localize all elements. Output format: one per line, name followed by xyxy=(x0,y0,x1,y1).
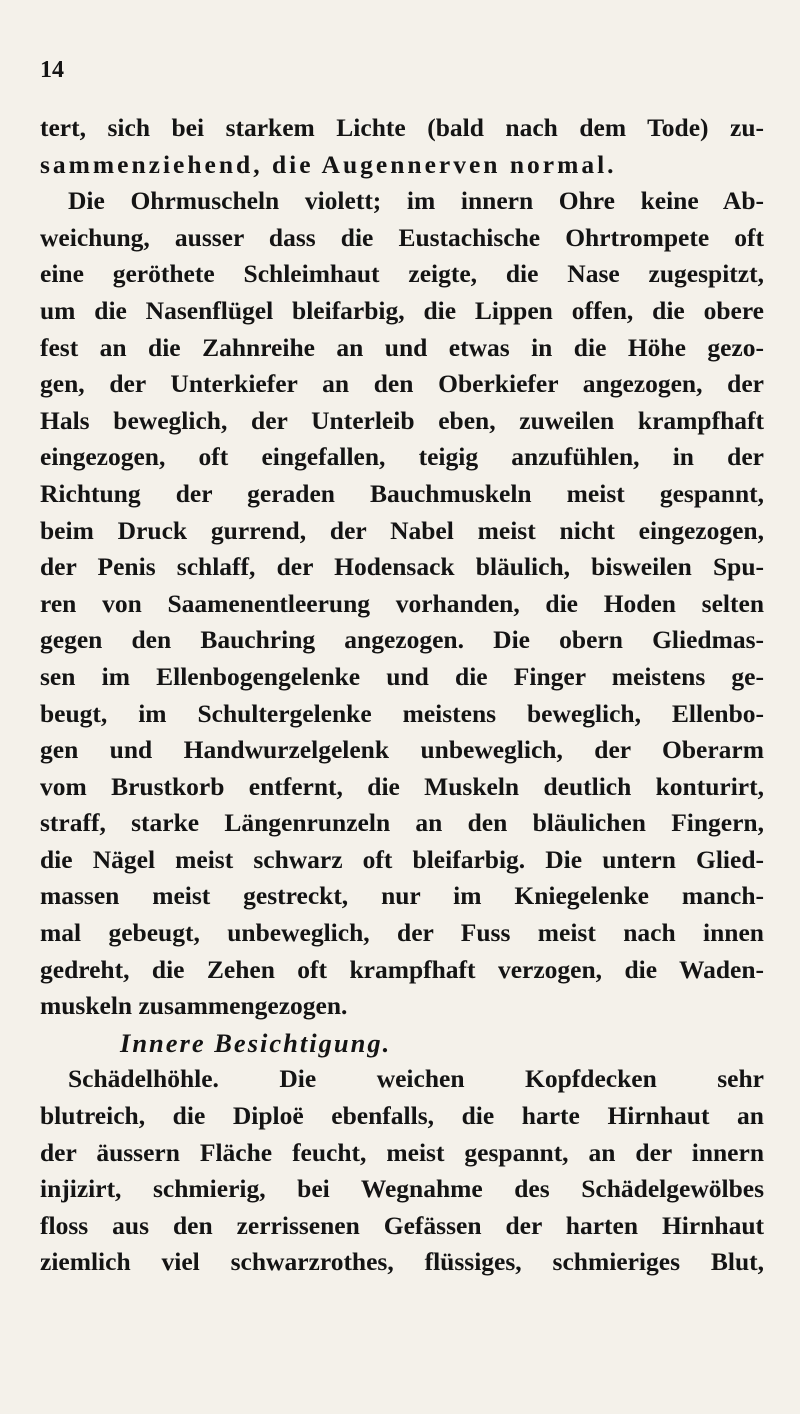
text-line: Schädelhöhle. Die weichen Kopfdecken sehr xyxy=(68,1064,764,1094)
text-line: weichung, ausser dass die Eustachische Ohrtrompete oft xyxy=(40,222,764,252)
text-line: um die Nasenflügel bleifarbig, die Lippen offen, die obere xyxy=(40,295,764,325)
text-line: eingezogen, oft eingefallen, teigig anzufühlen, in der xyxy=(40,442,764,472)
text-line: die Nägel meist schwarz oft bleifarbig. Die untern Glied- xyxy=(40,844,764,874)
text-line: beim Druck gurrend, der Nabel meist nicht eingezogen, xyxy=(40,515,764,545)
text-line: gen und Handwurzelgelenk unbeweglich, der Oberarm xyxy=(40,735,764,765)
page-number: 14 xyxy=(40,57,64,83)
text-line: der äussern Fläche feucht, meist gespannt, an der innern xyxy=(40,1137,764,1167)
text-line: eine geröthete Schleimhaut zeigte, die Nase zugespitzt, xyxy=(40,259,764,289)
text-line: injizirt, schmierig, bei Wegnahme des Schädelgewölbes xyxy=(40,1174,764,1204)
text-line: blutreich, die Diploë ebenfalls, die harte Hirnhaut an xyxy=(40,1101,764,1131)
text-line: der Penis schlaff, der Hodensack bläulich, bisweilen Spu- xyxy=(40,552,764,582)
text-line: fest an die Zahnreihe an und etwas in die Höhe gezo- xyxy=(40,332,764,362)
text-line: tert, sich bei starkem Lichte (bald nach dem Tode) zu- xyxy=(40,113,764,142)
text-line: Die Ohrmuscheln violett; im innern Ohre keine Ab- xyxy=(68,186,764,216)
text-line: sammenziehend, die Augennerven normal. xyxy=(40,149,617,179)
text-line: gegen den Bauchring angezogen. Die obern Gliedmas- xyxy=(40,625,764,655)
section-heading: Innere Besichtigung. xyxy=(120,1027,392,1058)
text-line: vom Brustkorb entfernt, die Muskeln deutlich konturirt, xyxy=(40,771,764,801)
text-line: massen meist gestreckt, nur im Kniegelenke manch- xyxy=(40,881,764,911)
text-line: sen im Ellenbogengelenke und die Finger meistens ge- xyxy=(40,661,764,691)
body-text xyxy=(40,110,764,1281)
text-line: Hals beweglich, der Unterleib eben, zuweilen krampfhaft xyxy=(40,405,764,435)
text-line: muskeln zusammengezogen. xyxy=(40,991,348,1021)
text-line: straff, starke Längenrunzeln an den bläulichen Fingern, xyxy=(40,808,764,838)
text-line: gedreht, die Zehen oft krampfhaft verzogen, die Waden- xyxy=(40,954,764,984)
text-line: ziemlich viel schwarzrothes, flüssiges, schmieriges Blut, xyxy=(40,1247,764,1277)
text-line: ren von Saamenentleerung vorhanden, die Hoden selten xyxy=(40,588,764,618)
text-line: mal gebeugt, unbeweglich, der Fuss meist nach innen xyxy=(40,918,764,948)
text-line: gen, der Unterkiefer an den Oberkiefer angezogen, der xyxy=(40,369,764,399)
text-line: beugt, im Schultergelenke meistens beweglich, Ellenbo- xyxy=(40,698,764,728)
text-line: floss aus den zerrissenen Gefässen der harten Hirnhaut xyxy=(40,1210,764,1240)
text-line: Richtung der geraden Bauchmuskeln meist gespannt, xyxy=(40,478,764,508)
